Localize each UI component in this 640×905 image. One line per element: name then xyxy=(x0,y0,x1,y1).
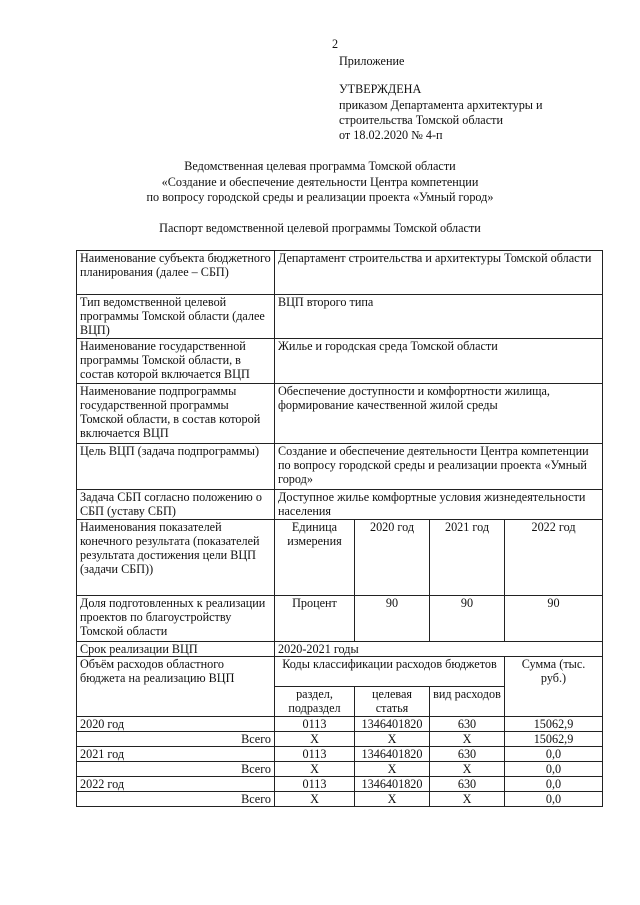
budget-target: 1346401820 xyxy=(355,777,430,792)
share-label: Доля подготовленных к реализации проектов по благоустройству Томской области xyxy=(77,596,275,642)
budget-sum: 0,0 xyxy=(505,777,603,792)
approval-line-3: от 18.02.2020 № 4-п xyxy=(339,128,443,142)
budget-row-label: 2021 год xyxy=(77,747,275,762)
budget-target: Х xyxy=(355,792,430,807)
share-value-2021: 90 xyxy=(430,596,505,642)
year-2022-header: 2022 год xyxy=(505,520,603,596)
approval-line-1: приказом Департамента архитектуры и xyxy=(339,98,543,112)
table-row xyxy=(77,384,603,444)
budget-kind: 630 xyxy=(430,747,505,762)
budget-section: Х xyxy=(275,732,355,747)
year-2020-header: 2020 год xyxy=(355,520,430,596)
approval-line-2: строительства Томской области xyxy=(339,113,503,127)
budget-kind: Х xyxy=(430,732,505,747)
sbp-value: Департамент строительства и архитектуры Томской области xyxy=(275,251,603,295)
budget-target: Х xyxy=(355,732,430,747)
table-row xyxy=(77,490,603,520)
indicators-label: Наименования показателей конечного результата (показателей результата достижения цели ВЦП (задачи СБП)) xyxy=(77,520,275,596)
table-row xyxy=(77,732,603,747)
year-2021-header: 2021 год xyxy=(430,520,505,596)
title-line-1: Ведомственная целевая программа Томской области xyxy=(184,159,456,173)
term-value: 2020-2021 годы xyxy=(275,642,603,657)
budget-section: Х xyxy=(275,792,355,807)
budget-section: 0113 xyxy=(275,747,355,762)
share-value-2022: 90 xyxy=(505,596,603,642)
appendix-label: Приложение xyxy=(339,54,405,68)
budget-label: Объём расходов областного бюджета на реализацию ВЦП xyxy=(77,657,275,717)
table-row xyxy=(77,520,603,596)
table-row xyxy=(77,747,603,762)
table-row xyxy=(77,642,603,657)
budget-sum: 15062,9 xyxy=(505,717,603,732)
budget-sum: 0,0 xyxy=(505,762,603,777)
term-label: Срок реализации ВЦП xyxy=(77,642,275,657)
table-row xyxy=(77,251,603,295)
table-row xyxy=(77,339,603,384)
goal-label: Цель ВЦП (задача подпрограммы) xyxy=(77,444,275,490)
type-label: Тип ведомственной целевой программы Томской области (далее ВЦП) xyxy=(77,295,275,339)
budget-target: 1346401820 xyxy=(355,717,430,732)
budget-target: Х xyxy=(355,762,430,777)
section-header: раздел, подраздел xyxy=(275,687,355,717)
title-line-2: «Создание и обеспечение деятельности Центра компетенции xyxy=(161,175,479,189)
subprogram-value: Обеспечение доступности и комфортности жилища, формирование качественной жилой среды xyxy=(275,384,603,444)
budget-target: 1346401820 xyxy=(355,747,430,762)
share-value-2020: 90 xyxy=(355,596,430,642)
passport-table xyxy=(76,250,603,807)
sum-header: Сумма (тыс. руб.) xyxy=(505,657,603,717)
unit-header: Единица измерения xyxy=(275,520,355,596)
target-header: целевая статья xyxy=(355,687,430,717)
table-row xyxy=(77,762,603,777)
subprogram-label: Наименование подпрограммы государственной программы Томской области, в состав которой включается ВЦП xyxy=(77,384,275,444)
budget-section: 0113 xyxy=(275,717,355,732)
budget-sum: 0,0 xyxy=(505,747,603,762)
table-row xyxy=(77,295,603,339)
table-row xyxy=(77,777,603,792)
table-row xyxy=(77,657,603,687)
budget-kind: Х xyxy=(430,792,505,807)
gp-value: Жилье и городская среда Томской области xyxy=(275,339,603,384)
table-row xyxy=(77,792,603,807)
table-row xyxy=(77,717,603,732)
passport-title: Паспорт ведомственной целевой программы Томской области xyxy=(159,221,481,235)
gp-label: Наименование государственной программы Томской области, в состав которой включается ВЦП xyxy=(77,339,275,384)
budget-sum: 15062,9 xyxy=(505,732,603,747)
task-label: Задача СБП согласно положению о СБП (уставу СБП) xyxy=(77,490,275,520)
budget-row-label: Всего xyxy=(77,762,275,777)
codes-header: Коды классификации расходов бюджетов xyxy=(275,657,505,687)
budget-kind: 630 xyxy=(430,717,505,732)
table-row xyxy=(77,444,603,490)
title-line-3: по вопросу городской среды и реализации проекта «Умный город» xyxy=(146,190,494,204)
budget-row-label: 2022 год xyxy=(77,777,275,792)
budget-section: Х xyxy=(275,762,355,777)
budget-sum: 0,0 xyxy=(505,792,603,807)
budget-row-label: 2020 год xyxy=(77,717,275,732)
type-value: ВЦП второго типа xyxy=(275,295,603,339)
approval-heading: УТВЕРЖДЕНА xyxy=(339,82,422,96)
budget-row-label: Всего xyxy=(77,792,275,807)
budget-kind: 630 xyxy=(430,777,505,792)
task-value: Доступное жилье комфортные условия жизнедеятельности населения xyxy=(275,490,603,520)
goal-value: Создание и обеспечение деятельности Центра компетенции по вопросу городской среды и реализации проекта «Умный город» xyxy=(275,444,603,490)
budget-kind: Х xyxy=(430,762,505,777)
table-row xyxy=(77,596,603,642)
share-unit: Процент xyxy=(275,596,355,642)
sbp-label: Наименование субъекта бюджетного планирования (далее – СБП) xyxy=(77,251,275,295)
budget-row-label: Всего xyxy=(77,732,275,747)
page-number: 2 xyxy=(332,37,339,51)
budget-section: 0113 xyxy=(275,777,355,792)
kind-header: вид расходов xyxy=(430,687,505,717)
